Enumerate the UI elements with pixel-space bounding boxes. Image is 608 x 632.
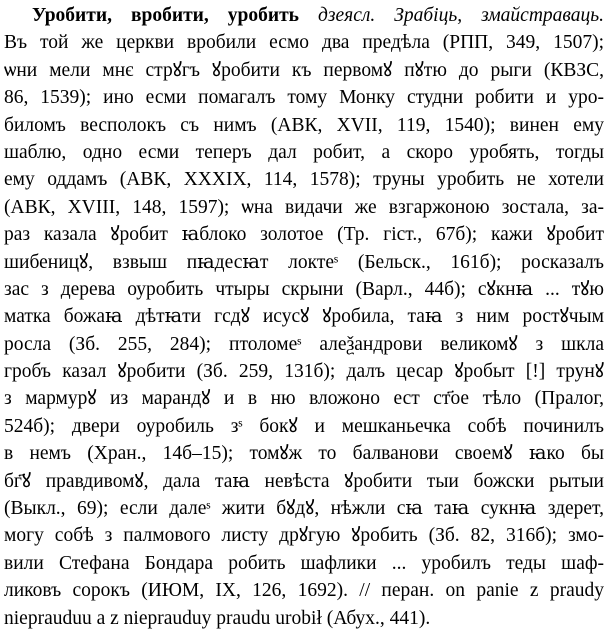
entry-line: шаблю, одно есми теперъ дал робит, а скоро уробять, тогды [4,141,604,163]
entry-line: з мармурꙋ из марандꙋ и в ню вложоно ест ст҃ое тѣло (Пралог, [4,388,604,410]
entry-line: 524б); двери оуробиль зˢ бокꙋ и мешканьечка собѣ починилъ [4,415,604,437]
entry-line: ѡни мели мнє стрꙋгъ ꙋробити къ пеpвомꙋ пꙋтю до рыги (КВЗС, [4,59,604,81]
entry-line: матка божаꙗ дѣтꙗти гсдꙋ исусꙋ ꙋробила, таꙗ з ним ростꙋчым [4,306,604,328]
entry-line: раз казала ꙋробит ꙗблоко золотое (Тр. гіст., 67б); кажи ꙋробит [4,224,604,246]
entry-line: вили Стефана Бондара робить шафлики ... уробилъ теды шаф- [4,552,604,574]
entry-line: росла (Зб. 255, 284); птоломеˢ алеѯандрови великомꙋ з шкла [4,333,604,355]
entry-line: шибеницꙋ, взвыш пꙗдесꙗт локтеˢ (Бельск., 161б); росказалъ [4,251,604,273]
entry-line: бг҃ꙋ правдивомꙋ, дала таꙗ невѣста ꙋробити тыи божски рытыи [4,470,604,492]
entry-line: могу собѣ з палмового листу дрꙋгую ꙋробить (Зб. 82, 316б); змо- [4,525,604,547]
entry-line: биломъ весполокъ съ нимъ (АВК, XVII, 119, 1540); винен ему [4,114,604,136]
entry-line: (АВК, XVIII, 148, 1597); ѡна видачи же взгаржоною зостала, за- [4,196,604,218]
entry-line: гробъ казал ꙋробити (Зб. 259, 131б); далъ цесар ꙋробыт [!] трунꙋ [4,361,604,383]
entry-line: nieprauduu a z nieprauduy praudu urobił (Абух., 441). [4,607,431,629]
gloss: дзеясл. Зрабіць, змайстраваць. [318,5,604,26]
entry-line: ликовъ сорокъ (ИЮМ, IX, 126, 1692). // перан. on panie z praudy [4,580,604,602]
dictionary-entry [4,2,604,632]
entry-first-line [4,2,604,29]
entry-line: Въ той же церкви вробили есмо два предѣла (РПП, 349, 1507); [4,32,604,54]
entry-line: зас з дерева оуробить чтыры скрыни (Варл., 44б); сꙋкнꙗ ... тꙋю [4,278,604,300]
entry-line: (Выкл., 69); если далеˢ жити бꙋдꙋ, нѣжли сꙗ таꙗ сукнꙗ здерет, [4,498,604,520]
entry-line: ему оддамъ (АВК, XXXIX, 114, 1578); труны уробить не хотели [4,169,604,191]
entry-line: 86, 1539); ино есми помагалъ тому Монку студни робити и уро- [4,87,604,109]
entry-line: в немъ (Хран., 14б–15); томꙋж то балванови своемꙋ ꙗко бы [4,443,604,465]
headword: Уробити, вробити, уробить [32,5,299,26]
